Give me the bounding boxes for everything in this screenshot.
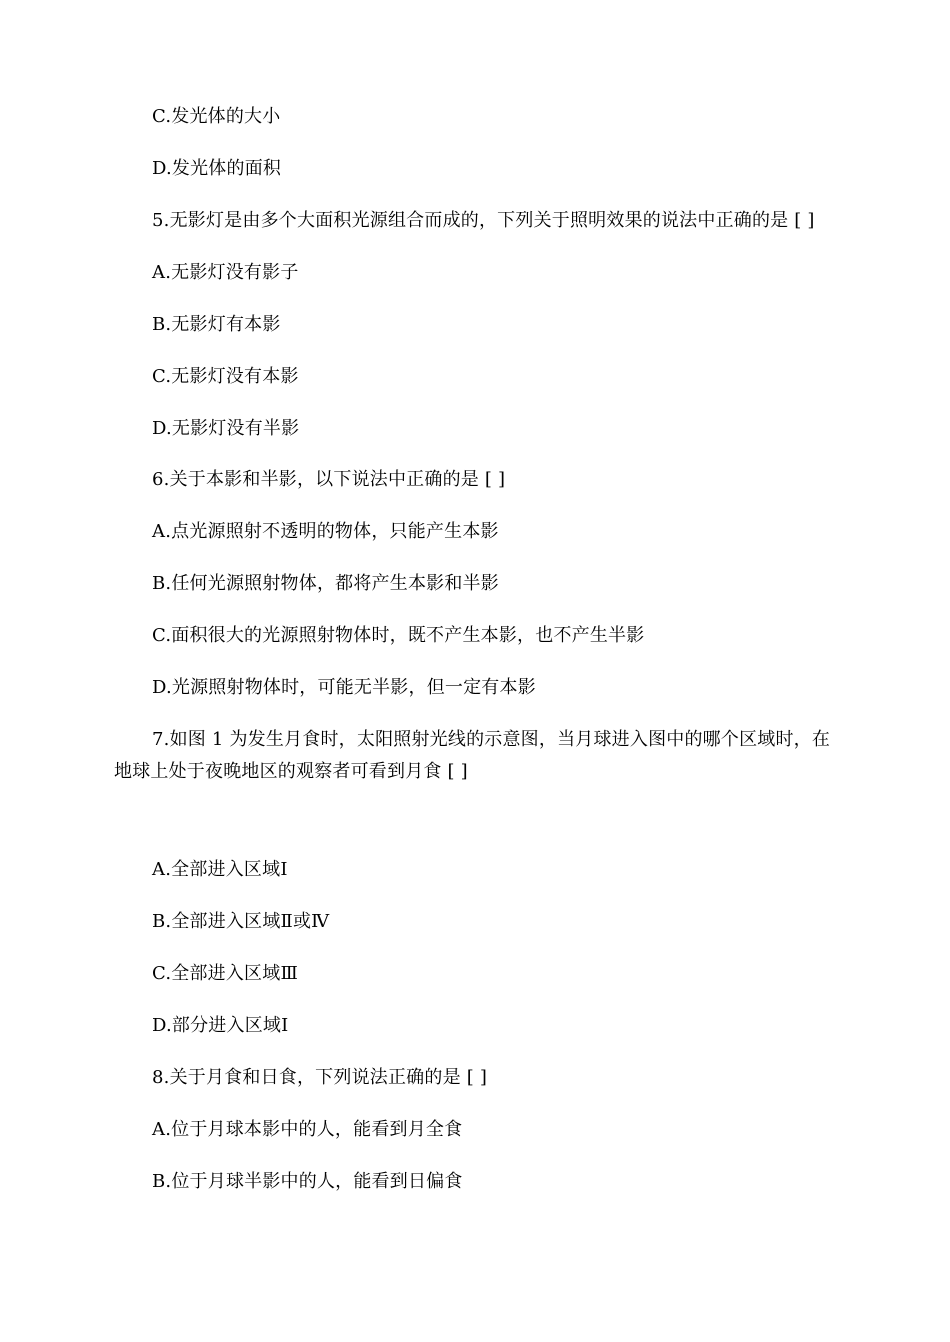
- option-6b: B.任何光源照射物体，都将产生本影和半影: [152, 573, 499, 594]
- option-7c: C.全部进入区域Ⅲ: [152, 963, 299, 984]
- option-5b: B.无影灯有本影: [152, 314, 281, 335]
- option-5c: C.无影灯没有本影: [152, 366, 299, 387]
- question-6: 6.关于本影和半影，以下说法中正确的是 [ ]: [152, 469, 506, 490]
- option-5d: D.无影灯没有半影: [152, 418, 300, 439]
- option-7b: B.全部进入区域Ⅱ或Ⅳ: [152, 911, 330, 932]
- option-8a: A.位于月球本影中的人，能看到月全食: [152, 1119, 463, 1140]
- option-4d: D.发光体的面积: [152, 158, 282, 179]
- option-6d: D.光源照射物体时，可能无半影，但一定有本影: [152, 677, 536, 698]
- option-8b: B.位于月球半影中的人，能看到日偏食: [152, 1171, 463, 1192]
- question-7: 7.如图 1 为发生月食时，太阳照射光线的示意图，当月球进入图中的哪个区域时，在地球上处于夜晚地区的观察者可看到月食 [ ]: [114, 729, 831, 782]
- option-7d: D.部分进入区域Ⅰ: [152, 1015, 289, 1036]
- option-5a: A.无影灯没有影子: [152, 262, 299, 283]
- option-6c: C.面积很大的光源照射物体时，既不产生本影，也不产生半影: [152, 625, 645, 646]
- option-7a: A.全部进入区域Ⅰ: [152, 859, 288, 880]
- option-6a: A.点光源照射不透明的物体，只能产生本影: [152, 521, 499, 542]
- question-5: 5.无影灯是由多个大面积光源组合而成的，下列关于照明效果的说法中正确的是 [ ]: [152, 210, 815, 231]
- question-8: 8.关于月食和日食，下列说法正确的是 [ ]: [152, 1067, 488, 1088]
- option-4c: C.发光体的大小: [152, 106, 281, 127]
